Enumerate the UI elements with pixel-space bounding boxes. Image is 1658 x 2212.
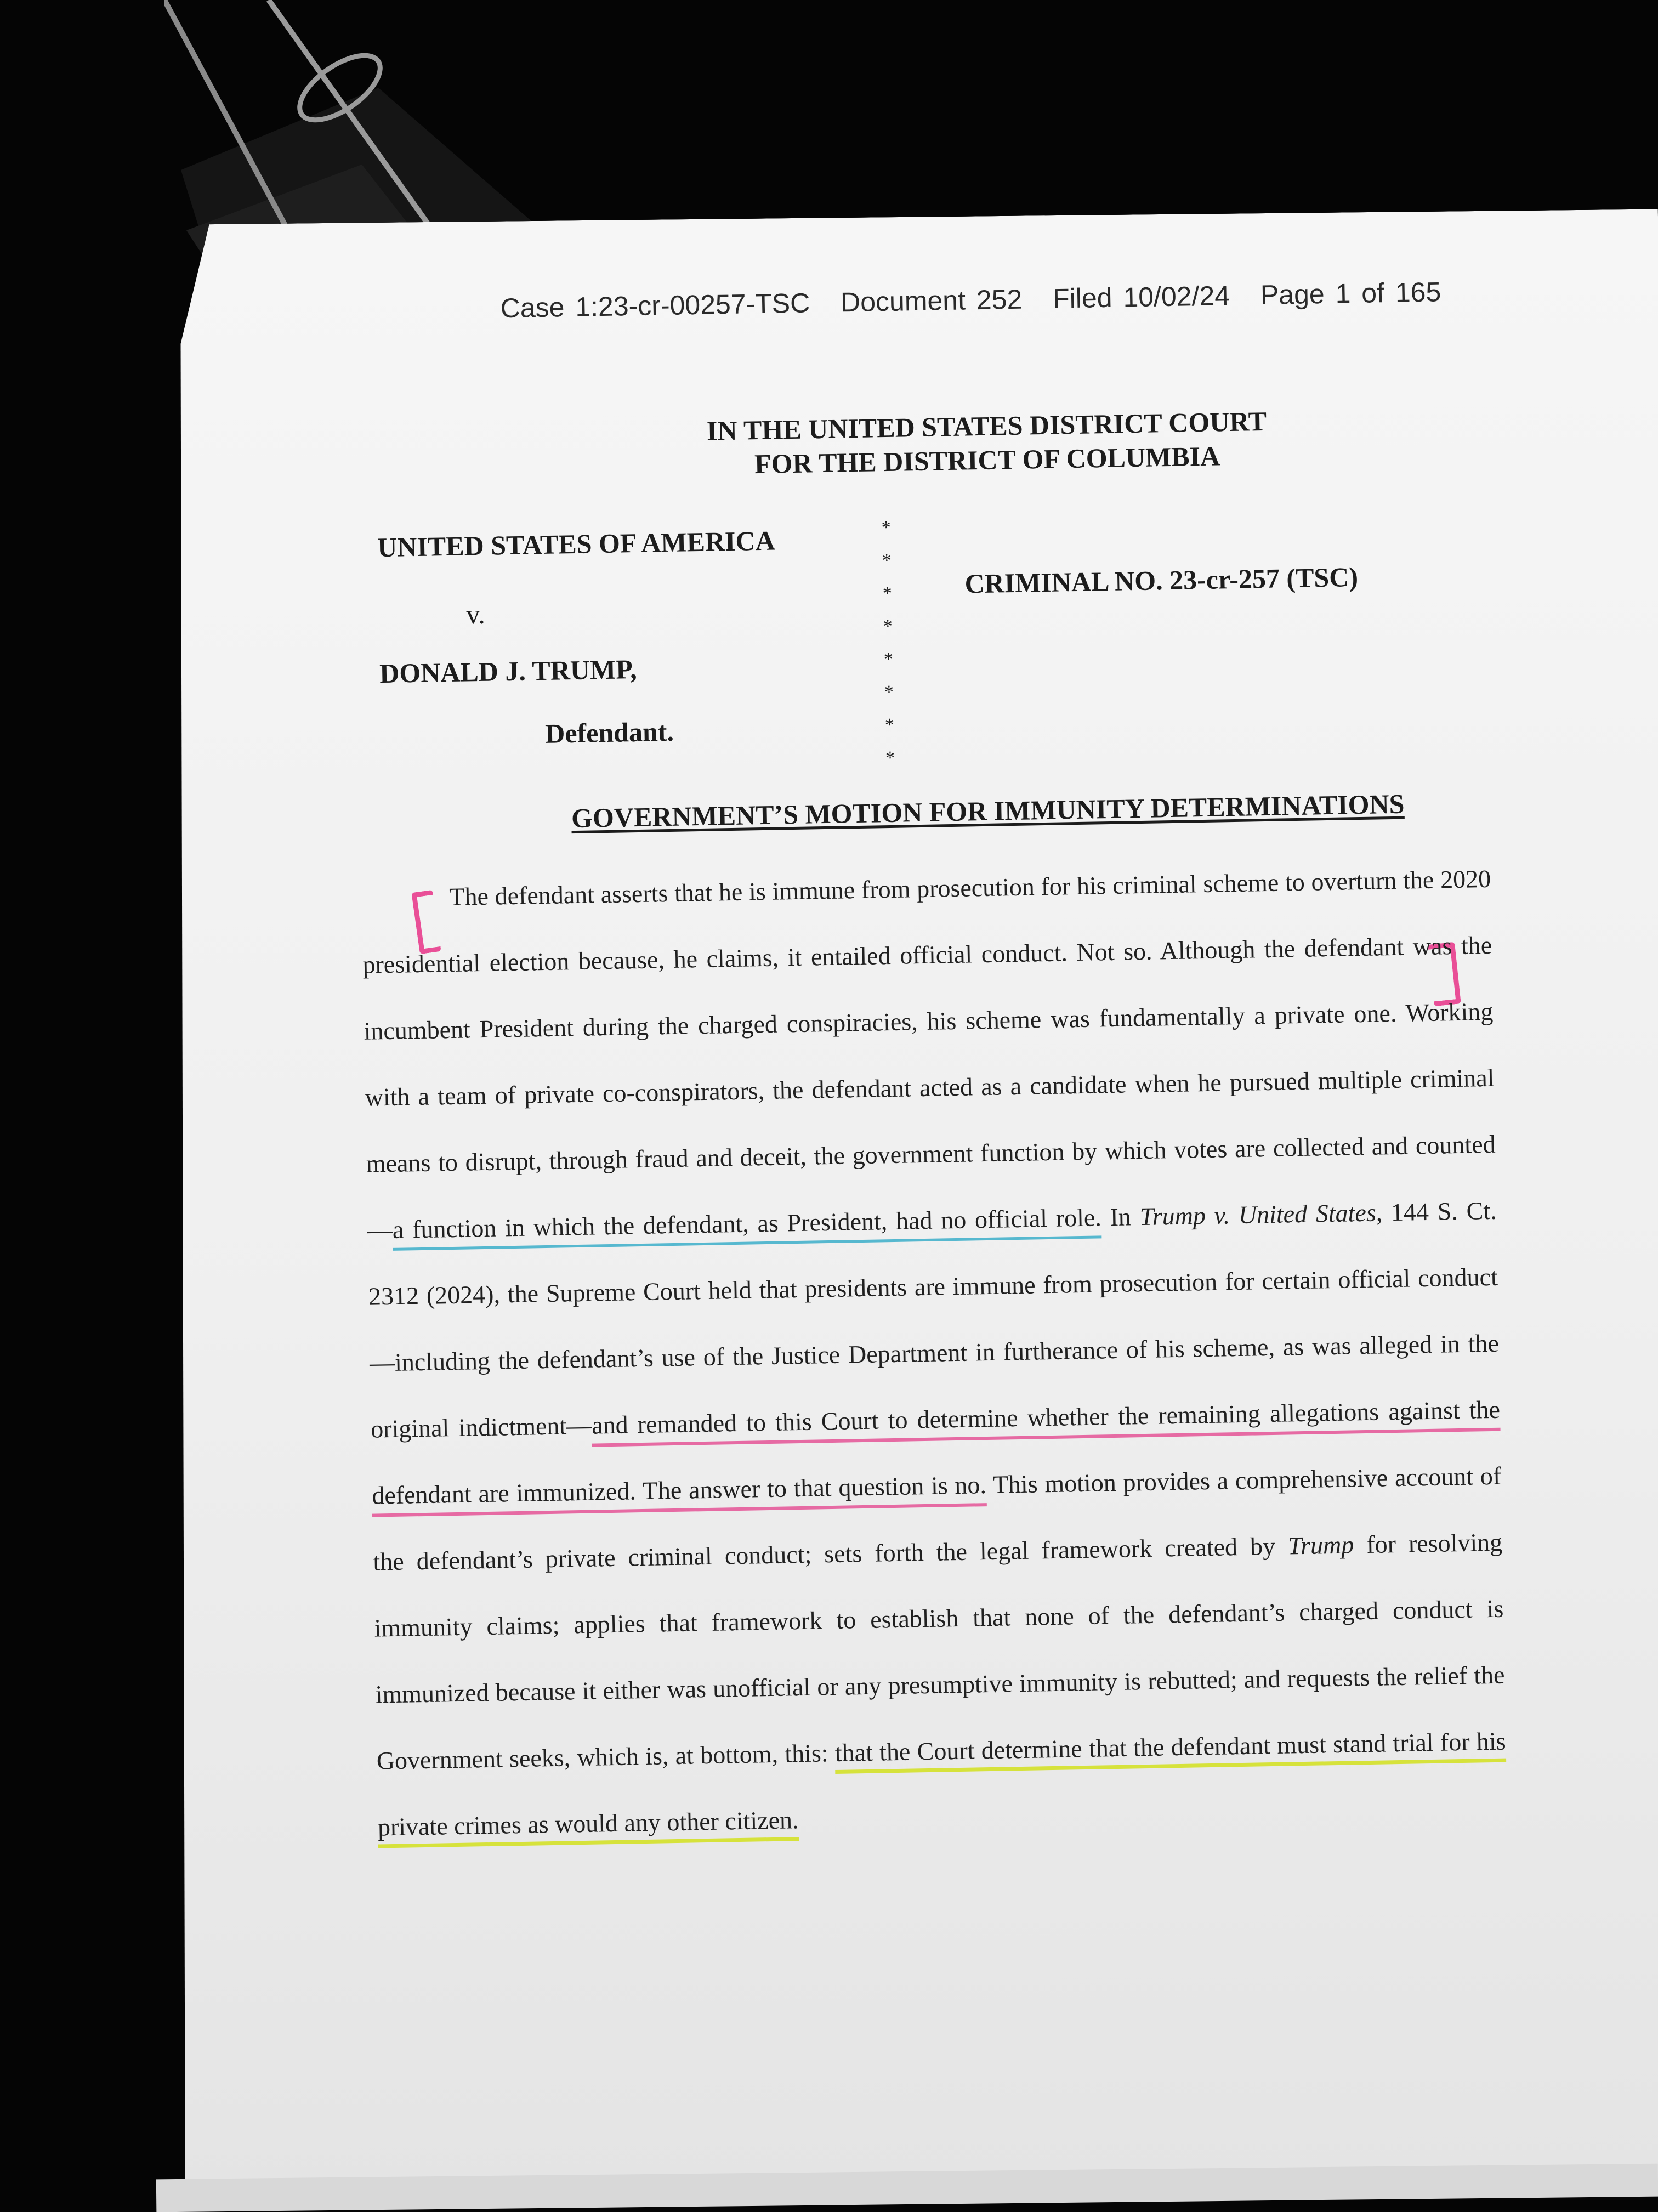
sentence-5: for resolving immunity claims; applies that framework to establish that none of the defendant’s charged conduct is immunized because it either was unofficial or any presumptive immunity is rebutted; and requests the relief the Government seeks, which is, at bottom, this: xyxy=(374,1528,1505,1775)
case-number: Case 1:23-cr-00257-TSC xyxy=(500,287,810,324)
court-heading xyxy=(490,400,1484,486)
case-citation: Trump v. United States xyxy=(1139,1198,1377,1231)
page-indicator: Page 1 of 165 xyxy=(1260,276,1441,311)
defendant-name: DONALD J. TRUMP, xyxy=(379,653,638,689)
court-line-2: FOR THE DISTRICT OF COLUMBIA xyxy=(754,440,1220,480)
court-line-1: IN THE UNITED STATES DISTRICT COURT xyxy=(706,405,1267,446)
filed-date: Filed 10/02/24 xyxy=(1052,280,1230,314)
criminal-number: CRIMINAL NO. 23-cr-257 (TSC) xyxy=(964,561,1359,599)
document-content xyxy=(351,275,1508,1886)
versus: v. xyxy=(465,598,486,630)
sentence-4: This motion provides a comprehensive account of the defendant’s private criminal conduct; sets forth the legal framework created by xyxy=(373,1461,1502,1576)
trump-italic: Trump xyxy=(1287,1530,1354,1560)
blue-highlight: a function in which the defendant, as President, had no official role. xyxy=(392,1203,1101,1251)
pink-highlight: and remanded to this Court to determine whether the remaining allegations against the defendant are immunized. The answer to that question is no. xyxy=(372,1396,1501,1517)
plaintiff: UNITED STATES OF AMERICA xyxy=(377,525,776,563)
defendant-role: Defendant. xyxy=(544,716,674,749)
sentence-2: In xyxy=(1101,1203,1140,1232)
opening-paragraph xyxy=(361,846,1507,1861)
sentence-1: The defendant asserts that he is immune from prosecution for his criminal scheme to overturn the 2020 presidential election because, he claims, it entailed official conduct. Not so. Although the defendant was the incumbent President during the charged conspiracies, his scheme was fundamentally a private one. Working with a team of private co-conspirators, the defendant acted as a candidate when he pursued multiple criminal means to disrupt, through fraud and deceit, the government function by which votes are collected and counted— xyxy=(362,864,1496,1244)
yellow-highlight: that the Court determine that the defendant must stand trial for his private crimes as would any other citizen. xyxy=(377,1727,1506,1848)
case-caption xyxy=(355,501,1489,784)
document-number: Document 252 xyxy=(840,283,1023,318)
motion-title: GOVERNMENT’S MOTION FOR IMMUNITY DETERMINATIONS xyxy=(571,788,1405,834)
sentence-3: , 144 S. Ct. 2312 (2024), the Supreme Court held that presidents are immune from prosecution for certain official conduct—including the defendant’s use of the Justice Department in furtherance of his scheme, as was alleged in the original indictment— xyxy=(368,1196,1500,1443)
caption-stars: * * * * * * * * xyxy=(881,517,895,769)
